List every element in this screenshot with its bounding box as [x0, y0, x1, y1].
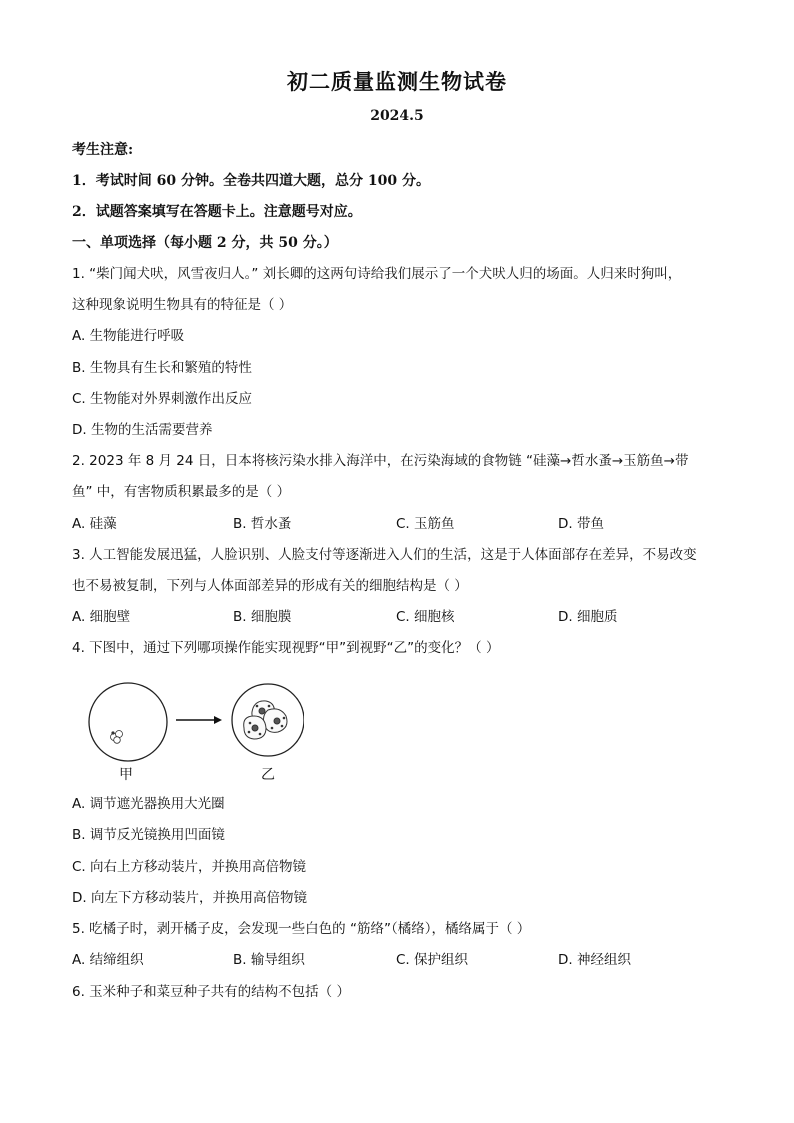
q3-option-b: B. 细胞膜: [233, 609, 292, 625]
q2-option-b: B. 哲水蚤: [233, 516, 292, 532]
q4-option-d: D. 向左下方移动装片，并换用高倍物镜: [72, 890, 307, 906]
q3-option-d: D. 细胞质: [558, 609, 618, 625]
q3-stem-line-1: 3. 人工智能发展迅猛，人脸识别、人脸支付等逐渐进入人们的生活，这是于人体面部存在差异，不易改变: [72, 547, 697, 563]
q5-option-b: B. 输导组织: [233, 952, 305, 968]
q3-stem-line-2: 也不易被复制，下列与人体面部差异的形成有关的细胞结构是（ ）: [72, 578, 468, 594]
notice-heading: 考生注意:: [72, 142, 134, 158]
field-yi-label: 乙: [261, 767, 275, 783]
notice-item-1: 1．考试时间 60 分钟。全卷共四道大题，总分 100 分。: [72, 173, 430, 189]
field-jia-cells: [111, 731, 123, 744]
q4-option-b: B. 调节反光镜换用凹面镜: [72, 827, 225, 843]
q2-option-d: D. 带鱼: [558, 516, 604, 532]
arrow-icon: [176, 716, 222, 724]
exam-date: 2024.5: [370, 108, 424, 124]
q5-option-a: A. 结缔组织: [72, 952, 144, 968]
notice-item-2: 2．试题答案填写在答题卡上。注意题号对应。: [72, 204, 362, 220]
q1-option-c: C. 生物能对外界刺激作出反应: [72, 391, 253, 407]
q1-option-b: B. 生物具有生长和繁殖的特性: [72, 360, 252, 376]
q1-option-a: A. 生物能进行呼吸: [72, 328, 185, 344]
microscope-view-figure: [84, 676, 304, 786]
q3-option-c: C. 细胞核: [396, 609, 455, 625]
q1-stem-line-1: 1. “柴门闻犬吠，风雪夜归人。” 刘长卿的这两句诗给我们展示了一个犬吠人归的场面。人归来时狗叫，: [72, 266, 682, 282]
q2-stem-line-1: 2. 2023 年 8 月 24 日，日本将核污染水排入海洋中，在污染海域的食物链 “硅藻→哲水蚤→玉筋鱼→带: [72, 453, 689, 469]
q4-option-a: A. 调节遮光器换用大光圈: [72, 796, 225, 812]
q4-stem-line-1: 4. 下图中，通过下列哪项操作能实现视野“甲”到视野“乙”的变化？（ ）: [72, 640, 500, 656]
field-jia-label: 甲: [119, 767, 133, 783]
field-jia-circle: [89, 683, 167, 761]
q6-stem-line-1: 6. 玉米种子和菜豆种子共有的结构不包括（ ）: [72, 984, 350, 1000]
q3-option-a: A. 细胞壁: [72, 609, 131, 625]
q1-stem-line-2: 这种现象说明生物具有的特征是（ ）: [72, 297, 293, 313]
q2-stem-line-2: 鱼” 中，有害物质积累最多的是（ ）: [72, 484, 291, 500]
q2-option-a: A. 硅藻: [72, 516, 117, 532]
q5-option-c: C. 保护组织: [396, 952, 469, 968]
q2-option-c: C. 玉筋鱼: [396, 516, 455, 532]
q5-option-d: D. 神经组织: [558, 952, 631, 968]
section-1-heading: 一、单项选择（每小题 2 分，共 50 分。）: [72, 235, 338, 251]
q1-option-d: D. 生物的生活需要营养: [72, 422, 213, 438]
exam-title: 初二质量监测生物试卷: [287, 69, 507, 94]
q4-option-c: C. 向右上方移动装片，并换用高倍物镜: [72, 859, 307, 875]
q5-stem-line-1: 5. 吃橘子时，剥开橘子皮，会发现一些白色的 “筋络”（橘络），橘络属于（ ）: [72, 921, 531, 937]
field-yi-cells: [244, 701, 287, 739]
